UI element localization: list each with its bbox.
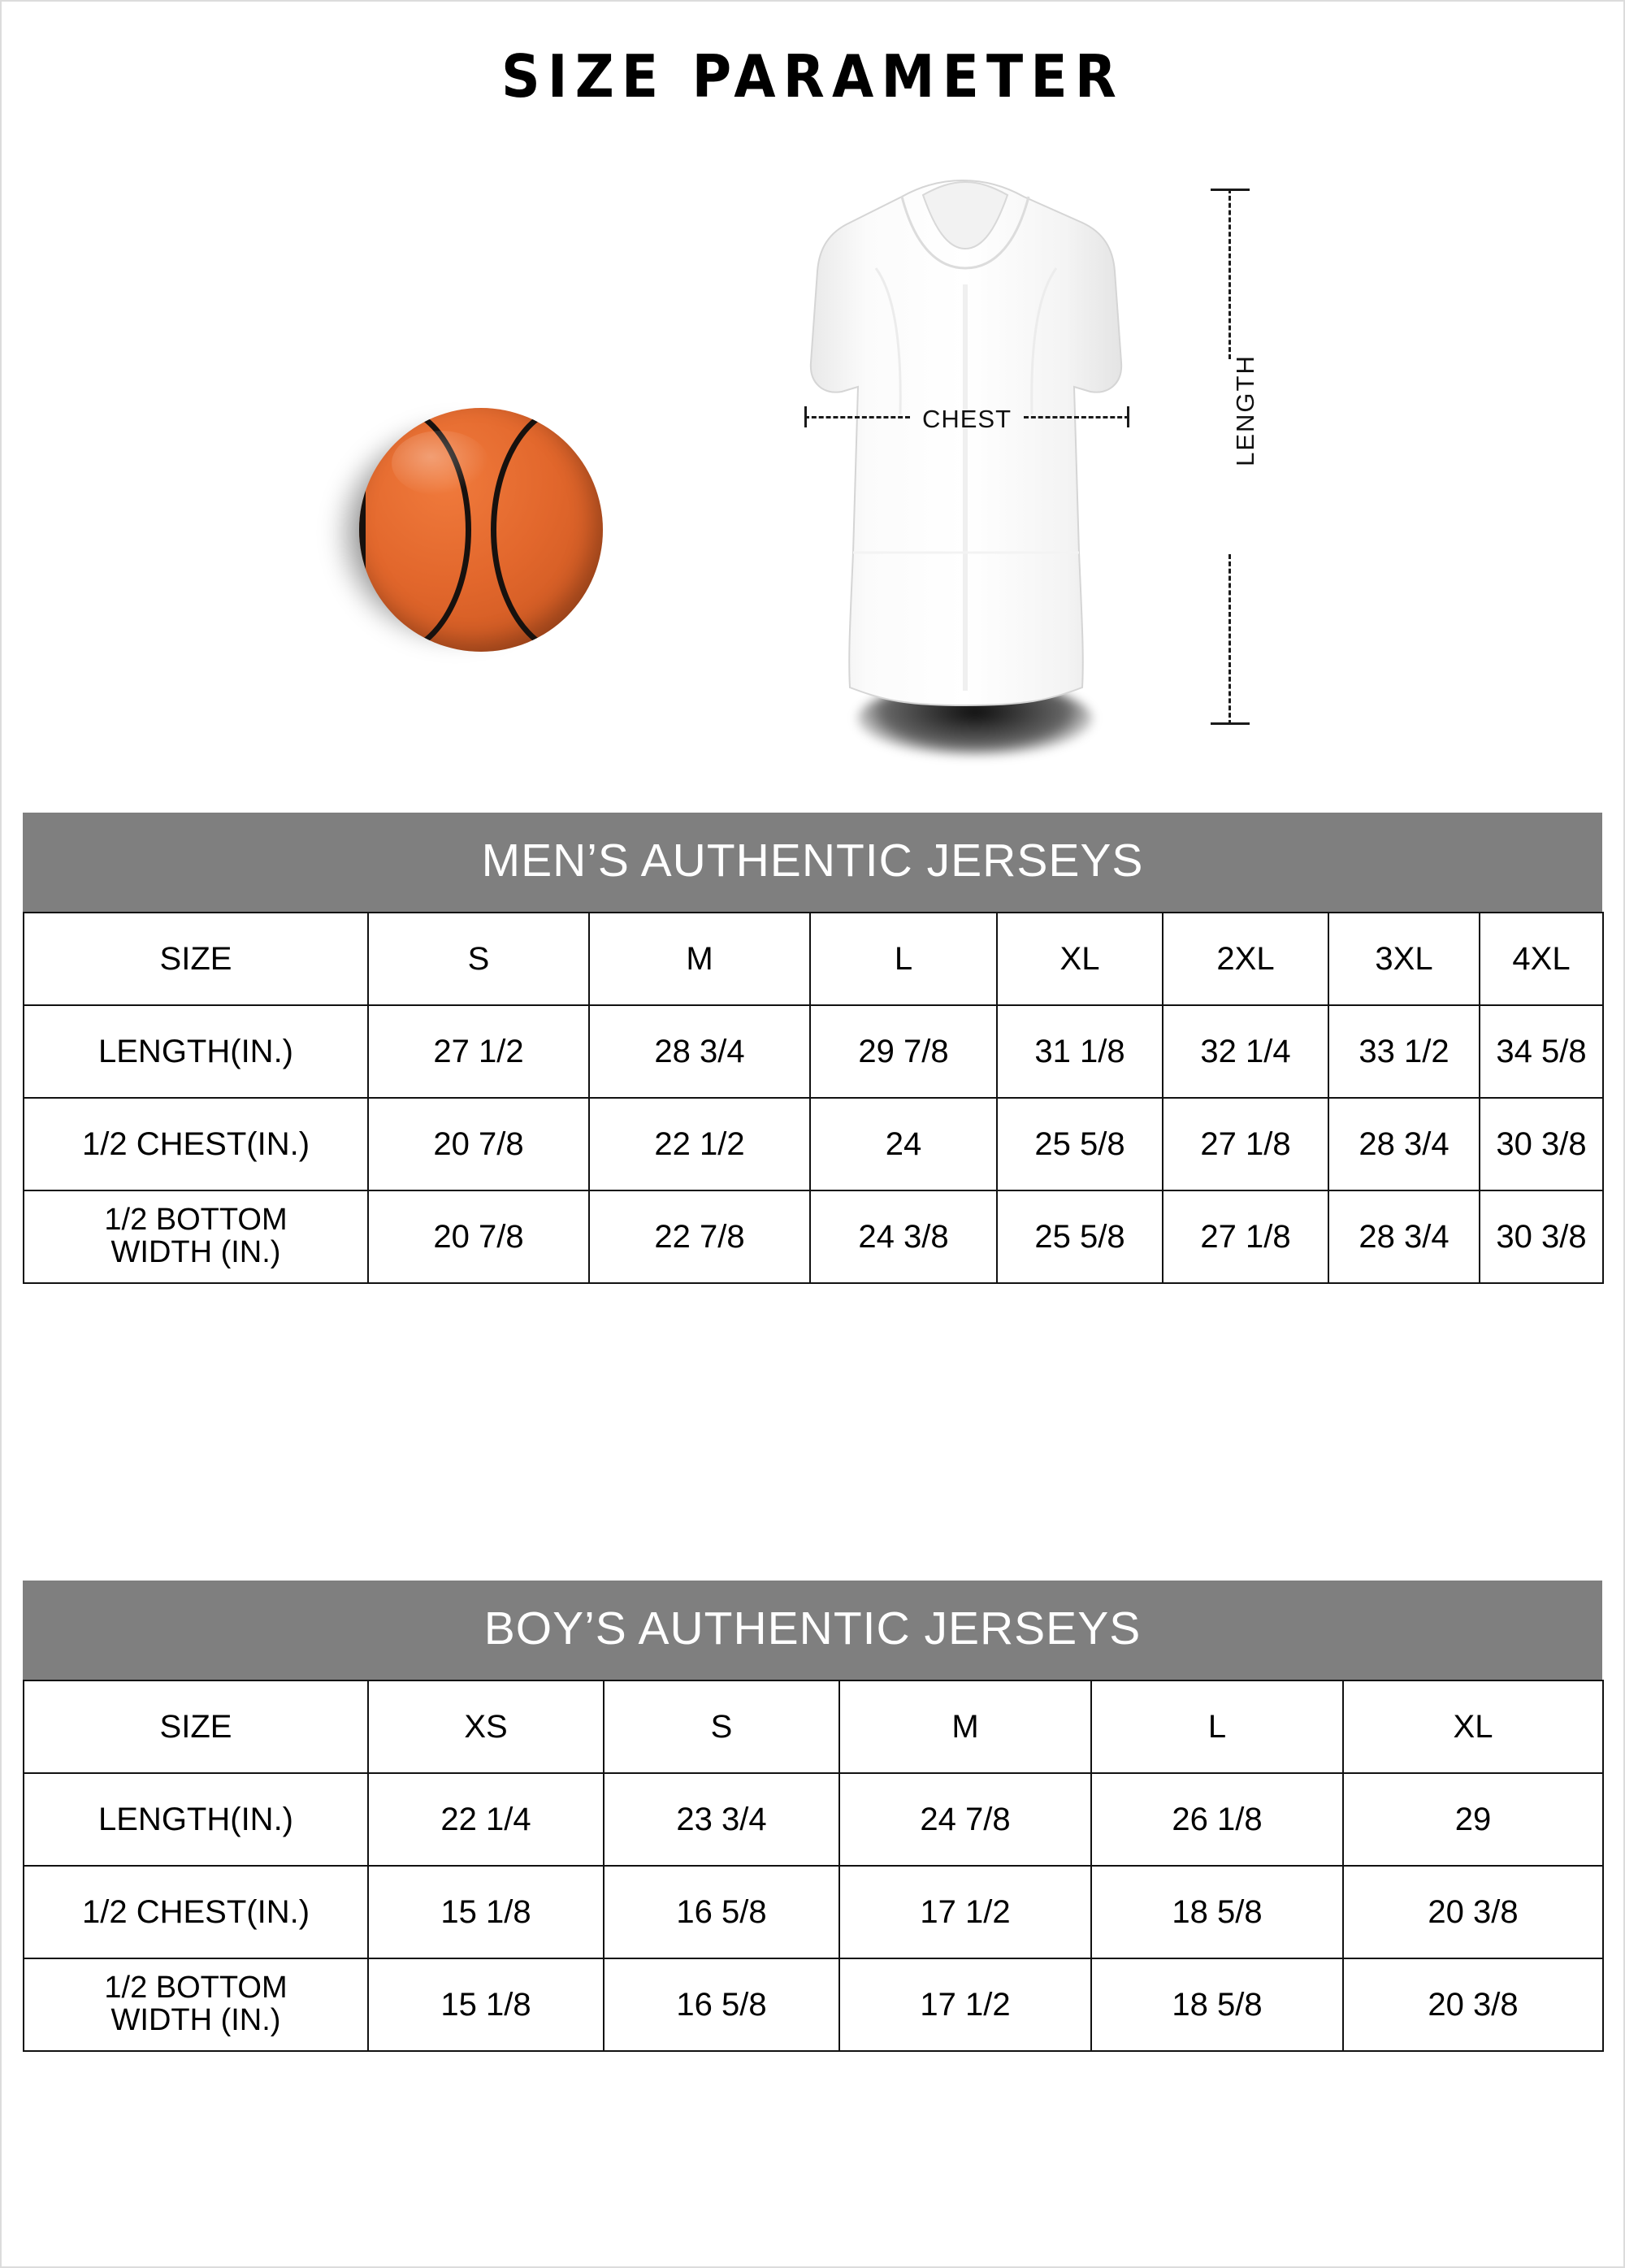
mens-chest-l: 24 bbox=[810, 1098, 997, 1190]
table-row bbox=[24, 1190, 1603, 1283]
basketball-icon bbox=[325, 390, 634, 699]
mens-length-3xl: 33 1/2 bbox=[1328, 1005, 1480, 1098]
boys-bottom-xs: 15 1/8 bbox=[368, 1958, 604, 2051]
mens-col-3xl: 3XL bbox=[1328, 913, 1480, 1005]
boys-chest-s: 16 5/8 bbox=[604, 1866, 839, 1958]
boys-col-size: SIZE bbox=[24, 1680, 368, 1773]
mens-length-xl: 31 1/8 bbox=[997, 1005, 1163, 1098]
mens-bottom-2xl: 27 1/8 bbox=[1163, 1190, 1328, 1283]
mens-row-label-bottom-width-line2: WIDTH (IN.) bbox=[110, 1235, 281, 1269]
table-row bbox=[24, 1680, 1603, 1773]
chest-dash-right bbox=[1024, 416, 1129, 418]
mens-row-label-length: LENGTH(IN.) bbox=[24, 1005, 368, 1098]
mens-length-s: 27 1/2 bbox=[368, 1005, 589, 1098]
mens-col-s: S bbox=[368, 913, 589, 1005]
mens-chest-m: 22 1/2 bbox=[589, 1098, 810, 1190]
mens-chest-s: 20 7/8 bbox=[368, 1098, 589, 1190]
mens-length-4xl: 34 5/8 bbox=[1480, 1005, 1603, 1098]
jersey-icon bbox=[780, 171, 1154, 756]
mens-col-l: L bbox=[810, 913, 997, 1005]
length-label: LENGTH bbox=[1231, 354, 1259, 466]
mens-chest-4xl: 30 3/8 bbox=[1480, 1098, 1603, 1190]
boys-length-l: 26 1/8 bbox=[1091, 1773, 1343, 1866]
table-row bbox=[24, 913, 1603, 1005]
mens-bottom-s: 20 7/8 bbox=[368, 1190, 589, 1283]
page-title: SIZE PARAMETER bbox=[500, 42, 1124, 111]
boys-col-xs: XS bbox=[368, 1680, 604, 1773]
mens-chest-2xl: 27 1/8 bbox=[1163, 1098, 1328, 1190]
mens-bottom-l: 24 3/8 bbox=[810, 1190, 997, 1283]
boys-length-m: 24 7/8 bbox=[839, 1773, 1091, 1866]
basketball-sphere bbox=[359, 408, 603, 652]
mens-col-size: SIZE bbox=[24, 913, 368, 1005]
mens-col-4xl: 4XL bbox=[1480, 913, 1603, 1005]
boys-length-xl: 29 bbox=[1343, 1773, 1603, 1866]
mens-col-2xl: 2XL bbox=[1163, 913, 1328, 1005]
chest-dash-left bbox=[804, 416, 910, 418]
mens-bottom-xl: 25 5/8 bbox=[997, 1190, 1163, 1283]
mens-row-label-chest: 1/2 CHEST(IN.) bbox=[24, 1098, 368, 1190]
length-dash-bottom bbox=[1228, 554, 1231, 725]
mens-length-l: 29 7/8 bbox=[810, 1005, 997, 1098]
boys-row-label-bottom-width bbox=[24, 1958, 368, 2051]
boys-row-label-bottom-width-line1: 1/2 BOTTOM bbox=[104, 1971, 288, 2006]
mens-chest-3xl: 28 3/4 bbox=[1328, 1098, 1480, 1190]
mens-col-m: M bbox=[589, 913, 810, 1005]
mens-bottom-4xl: 30 3/8 bbox=[1480, 1190, 1603, 1283]
boys-bottom-xl: 20 3/8 bbox=[1343, 1958, 1603, 2051]
boys-col-xl: XL bbox=[1343, 1680, 1603, 1773]
boys-length-xs: 22 1/4 bbox=[368, 1773, 604, 1866]
mens-chest-xl: 25 5/8 bbox=[997, 1098, 1163, 1190]
boys-bottom-s: 16 5/8 bbox=[604, 1958, 839, 2051]
mens-size-table bbox=[23, 912, 1604, 1284]
boys-bottom-m: 17 1/2 bbox=[839, 1958, 1091, 2051]
boys-chest-l: 18 5/8 bbox=[1091, 1866, 1343, 1958]
boys-row-label-chest: 1/2 CHEST(IN.) bbox=[24, 1866, 368, 1958]
boys-bottom-l: 18 5/8 bbox=[1091, 1958, 1343, 2051]
mens-bottom-m: 22 7/8 bbox=[589, 1190, 810, 1283]
length-cap-bottom bbox=[1211, 722, 1250, 725]
boys-col-s: S bbox=[604, 1680, 839, 1773]
basketball-seam-right bbox=[491, 408, 603, 652]
chest-measure-line bbox=[804, 405, 1129, 433]
mens-table-heading: MEN’S AUTHENTIC JERSEYS bbox=[23, 813, 1602, 912]
chest-cap-right bbox=[1127, 406, 1129, 427]
mens-length-m: 28 3/4 bbox=[589, 1005, 810, 1098]
boys-size-table bbox=[23, 1680, 1604, 2052]
mens-row-label-bottom-width bbox=[24, 1190, 368, 1283]
table-row bbox=[24, 1866, 1603, 1958]
boys-length-s: 23 3/4 bbox=[604, 1773, 839, 1866]
boys-table-heading: BOY’S AUTHENTIC JERSEYS bbox=[23, 1581, 1602, 1680]
basketball-highlight bbox=[392, 431, 489, 496]
mens-length-2xl: 32 1/4 bbox=[1163, 1005, 1328, 1098]
jersey-illustration bbox=[780, 171, 1154, 739]
boys-row-label-bottom-width-line2: WIDTH (IN.) bbox=[110, 2003, 281, 2037]
table-row bbox=[24, 1098, 1603, 1190]
boys-col-l: L bbox=[1091, 1680, 1343, 1773]
boys-chest-xl: 20 3/8 bbox=[1343, 1866, 1603, 1958]
table-row bbox=[24, 1005, 1603, 1098]
boys-chest-xs: 15 1/8 bbox=[368, 1866, 604, 1958]
mens-row-label-bottom-width-line1: 1/2 BOTTOM bbox=[104, 1203, 288, 1238]
boys-size-table-block bbox=[23, 1581, 1602, 2052]
mens-col-xl: XL bbox=[997, 913, 1163, 1005]
mens-bottom-3xl: 28 3/4 bbox=[1328, 1190, 1480, 1283]
boys-row-label-length: LENGTH(IN.) bbox=[24, 1773, 368, 1866]
chest-label: CHEST bbox=[921, 405, 1012, 433]
mens-size-table-block bbox=[23, 813, 1602, 1284]
length-measure-line bbox=[1211, 189, 1284, 725]
boys-col-m: M bbox=[839, 1680, 1091, 1773]
illustration-area bbox=[0, 146, 1625, 780]
table-row bbox=[24, 1958, 1603, 2051]
table-row bbox=[24, 1773, 1603, 1866]
boys-chest-m: 17 1/2 bbox=[839, 1866, 1091, 1958]
